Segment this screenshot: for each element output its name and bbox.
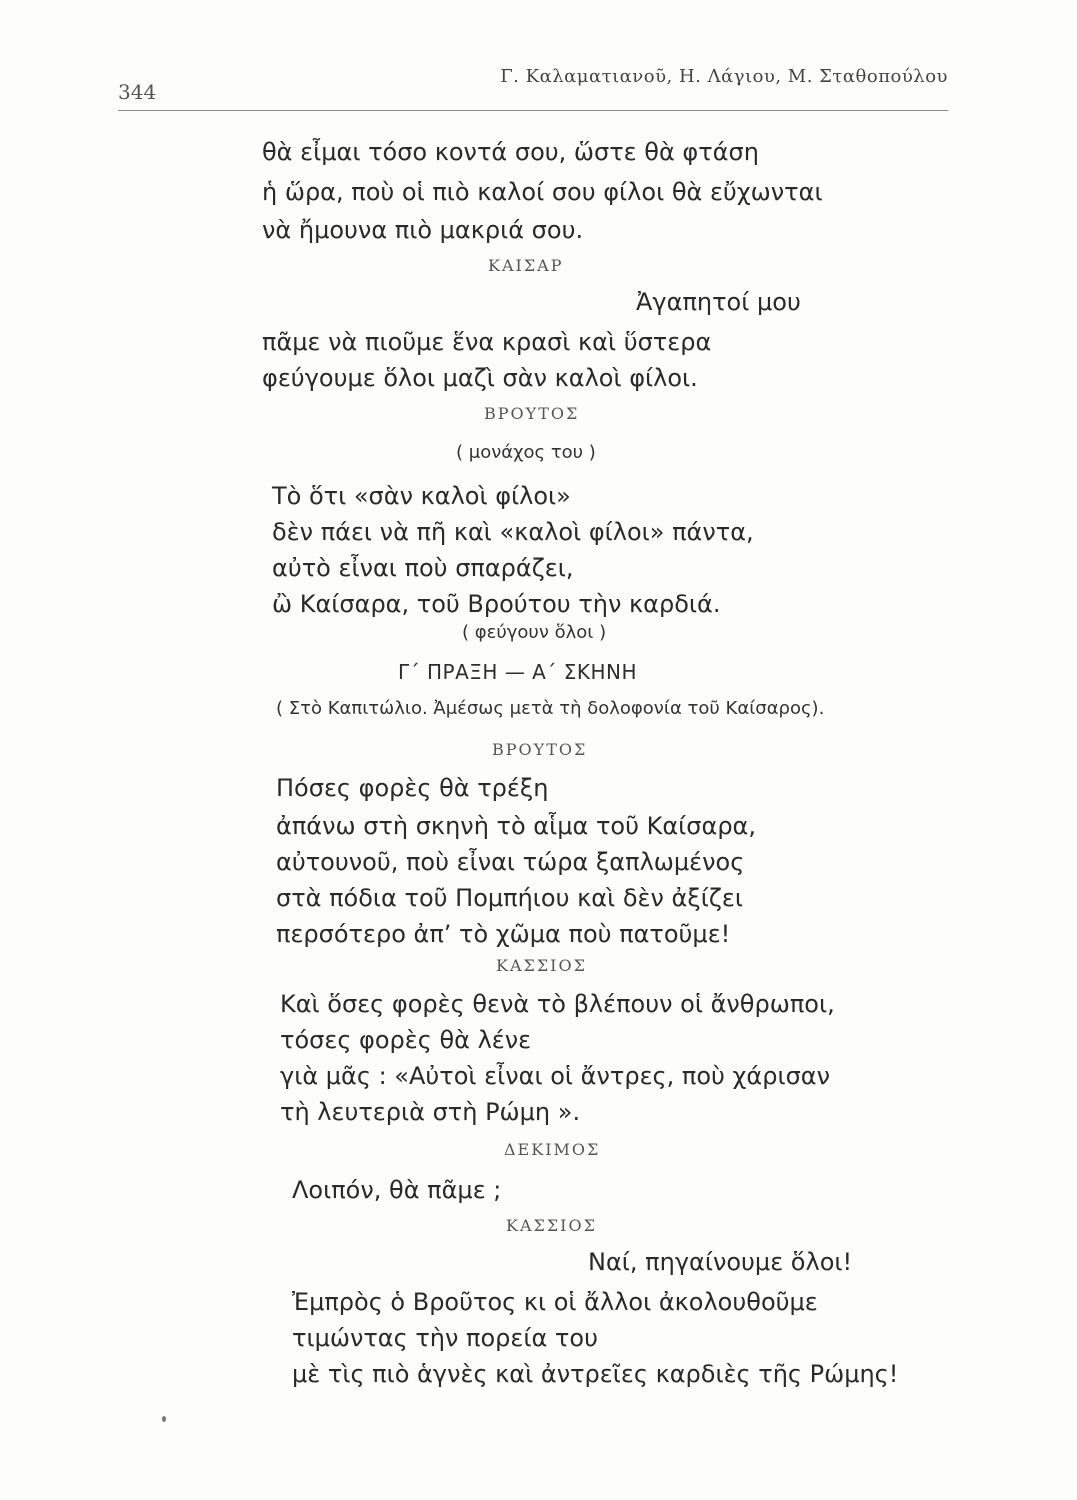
speaker-name: ΚΑΙΣΑΡ	[488, 256, 564, 275]
speaker-name: ΒΡΟΥΤΟΣ	[492, 740, 588, 759]
verse-line: Λοιπόν, θὰ πᾶμε ;	[292, 1176, 502, 1204]
verse-line: πᾶμε νὰ πιοῦμε ἕνα κρασὶ καὶ ὕστερα	[262, 328, 712, 356]
stage-direction: ( Στὸ Καπιτώλιο. Ἀμέσως μετὰ τὴ δολοφονία τοῦ Καίσαρος).	[276, 698, 825, 719]
verse-line: τὴ λευτεριὰ στὴ Ρώμη ».	[280, 1098, 581, 1126]
verse-line: δὲν πάει νὰ πῆ καὶ «καλοὶ φίλοι» πάντα,	[272, 518, 754, 546]
verse-line: φεύγουμε ὅλοι μαζὶ σὰν καλοὶ φίλοι.	[262, 364, 698, 392]
speaker-name: ΒΡΟΥΤΟΣ	[484, 404, 580, 423]
verse-line: τόσες φορὲς θὰ λένε	[280, 1026, 532, 1054]
running-head: Γ. Καλαματιανοῦ, Η. Λάγιου, Μ. Σταθοπούλου	[500, 66, 948, 87]
verse-line: στὰ πόδια τοῦ Πομπήιου καὶ δὲν ἀξίζει	[276, 884, 744, 912]
speaker-name: ΚΑΣΣΙΟΣ	[506, 1216, 597, 1235]
scene-title: Γ΄ ΠΡΑΞΗ — Α΄ ΣΚΗΝΗ	[398, 660, 638, 684]
verse-line: γιὰ μᾶς : «Αὐτοὶ εἶναι οἱ ἄντρες, ποὺ χάρισαν	[280, 1062, 831, 1090]
verse-line: αὐτὸ εἶναι ποὺ σπαράζει,	[272, 554, 574, 582]
page-number: 344	[118, 80, 157, 104]
verse-line: Πόσες φορὲς θὰ τρέξη	[276, 774, 549, 802]
speaker-name: ΚΑΣΣΙΟΣ	[496, 956, 587, 975]
verse-line: αὐτουνοῦ, ποὺ εἶναι τώρα ξαπλωμένος	[276, 848, 745, 876]
verse-line: ἀπάνω στὴ σκηνὴ τὸ αἷμα τοῦ Καίσαρα,	[276, 812, 756, 840]
verse-line: νὰ ἤμουνα πιὸ μακριά σου.	[262, 216, 584, 244]
verse-line: Ἀγαπητοί μου	[636, 288, 801, 316]
verse-line: ἡ ὥρα, ποὺ οἱ πιὸ καλοί σου φίλοι θὰ εὔχωνται	[262, 178, 823, 206]
stage-direction: ( μονάχος του )	[456, 442, 596, 463]
verse-line: θὰ εἶμαι τόσο κοντά σου, ὥστε θὰ φτάση	[262, 138, 759, 166]
ink-spot	[162, 1416, 166, 1422]
stage-direction: ( φεύγουν ὅλοι )	[462, 622, 607, 643]
verse-line: τιμώντας τὴν πορεία του	[292, 1324, 598, 1352]
speaker-name: ΔΕΚΙΜΟΣ	[504, 1140, 601, 1159]
verse-line: ὢ Καίσαρα, τοῦ Βρούτου τὴν καρδιά.	[272, 590, 721, 618]
verse-line: Ναί, πηγαίνουμε ὅλοι!	[588, 1248, 853, 1276]
verse-line: μὲ τὶς πιὸ ἁγνὲς καὶ ἀντρεῖες καρδιὲς τῆς Ρώμης!	[292, 1360, 899, 1388]
verse-line: Ἐμπρὸς ὁ Βροῦτος κι οἱ ἄλλοι ἀκολουθοῦμε	[292, 1288, 818, 1316]
verse-line: Καὶ ὅσες φορὲς θενὰ τὸ βλέπουν οἱ ἄνθρωποι,	[280, 990, 835, 1018]
verse-line: περσότερο ἀπ’ τὸ χῶμα ποὺ πατοῦμε!	[276, 920, 731, 948]
verse-line: Τὸ ὅτι «σὰν καλοὶ φίλοι»	[272, 482, 571, 510]
